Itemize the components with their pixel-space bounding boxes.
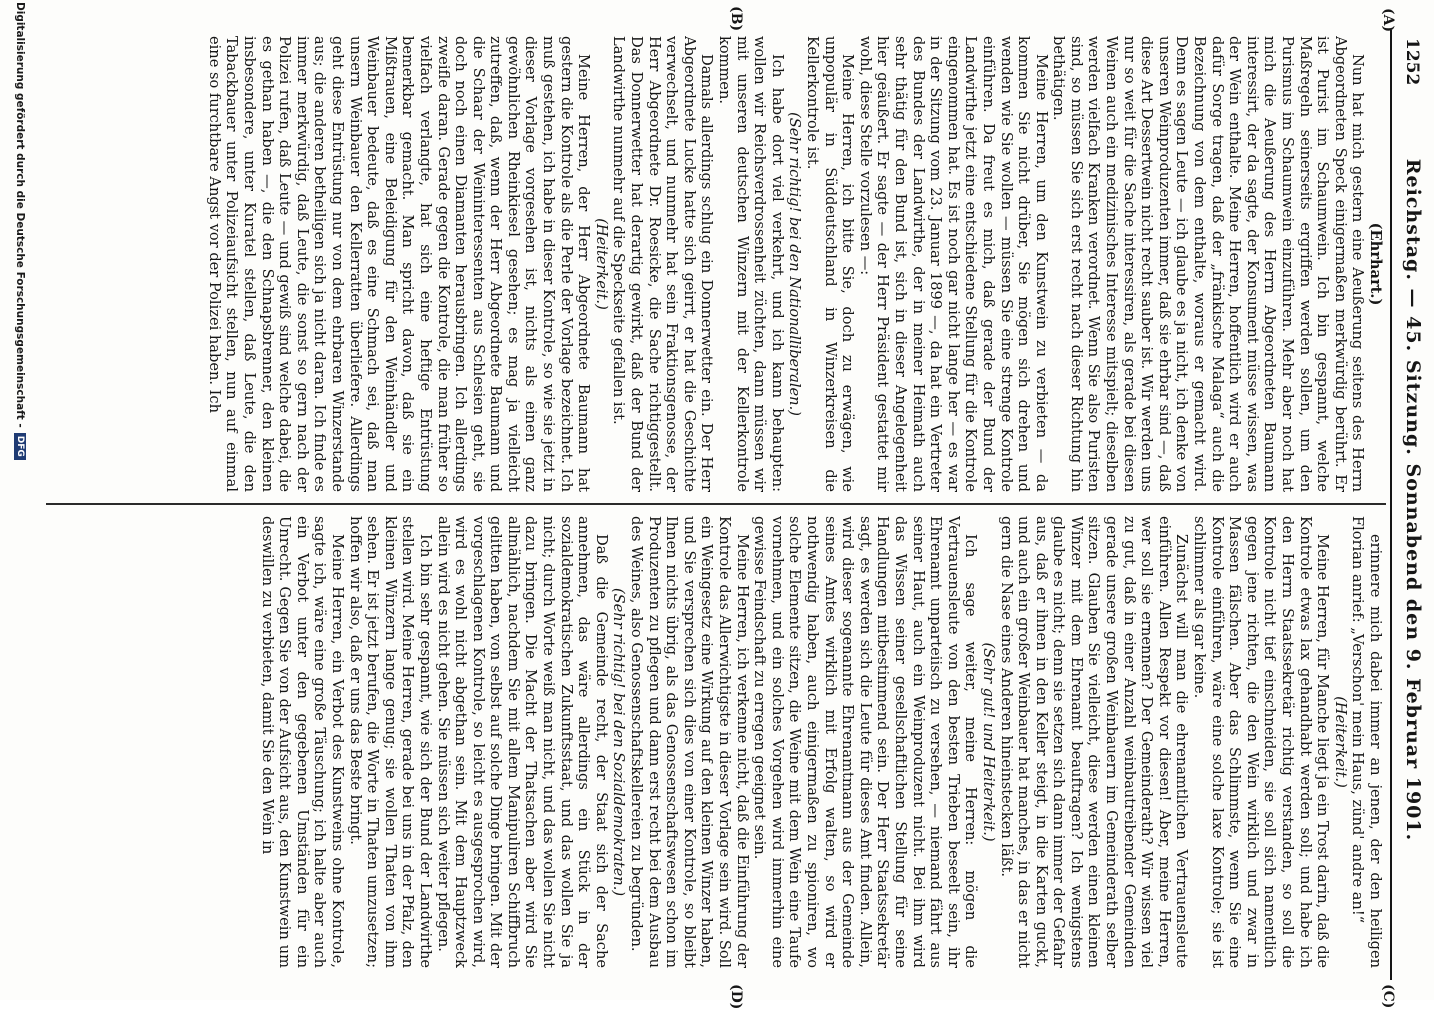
paragraph: Ich bin sehr gespannt, wie sich der Bund der Landwirthe stellen wird. Meine Herren, gerade bei uns in der Pfalz, den kleinen Winzern lange genug; sie wollen Thaten von ihm sehen. Er ist jetzt berufen, die Worte in Thaten umzusetzen; hoffen wir also, daß er uns das Beste bringt. — [346, 516, 434, 968]
paragraph: Ich sage weiter, meine Herren: mögen die Vertrauensleute von den besten Trieben beseelt sein, ihr Ehrenamt unparteiisch zu versehen, — niemand fährt aus seiner Haut, auch ein Weinproduzent nicht. Bei ihm wird das Wissen seiner gesellschaftlichen Stellung für seine Handlungen mitbestimmend sein. Der Herr Staatssekretär sagt, es werden sich die Leute für dieses Amt finden. Allein, wird dieser sogenannte Ehrenamtmann aus der Gemeinde seines Amtes wirklich mit Erfolg walten, so wird er nothwendig haben, auch einigermaßen zu spioniren, wo solche Elemente sitzen, die Weine mit dem Wein eine Taufe vornehmen, und ein solches Vorgehen wird immerhin eine gewisse Feindschaft zu erregen geeignet sein. — [751, 516, 980, 968]
paragraph: Meine Herren, ein Verbot des Kunstweins ohne Kontrole, sagte ich, wäre eine große Täuschung; ich halte aber auch ein Verbot unter den gegebenen Umständen für ein Unrecht. Gegen Sie von der Aufsicht aus, den Kunstwein um deswillen zu verbieten, damit Sie den Wein in — [258, 516, 346, 968]
interjection: (Sehr richtig! bei den Nationalliberalen.) — [786, 112, 804, 416]
interjection: (Heiterkeit.) — [1331, 696, 1349, 788]
column-divider — [46, 503, 1386, 505]
header-rule — [1390, 30, 1392, 980]
paragraph: Meine Herren, der Herr Abgeordnete Baumann hat gestern die Kontrole als die Perle der Vorlage bezeichnet. Ich muß gestehen, ich habe in dieser Kontrole, so wie sie jetzt in dieser Vorlage vorgesehen ist, nichts als einen ganz gewöhnlichen Rheinkiesel gesehen; es mag ja vielleicht zutreffen, daß, wenn der Herr Abgeordnete Baumann und die Schaar der Weininteressenten aus Schlesien geht, sie doch noch einen Diamanten herausbringen. Ich allerdings zweifle daran. Gerade gegen die Kontrole, die man früher so vielfach verlangte, hat sich eine heftige Entrüstung bemerkbar gemacht. Man spricht davon, daß sie ein Mißtrauen, eine Beleidigung für den Weinhändler und Weinbauer bedeute, daß es eine Schmach sei, daß man unsern Weinbauer den Kellerratten überliefere. Allerdings geht diese Entrüstung nur von dem ehrbaren Winzerstande aus; die anderen betheiligen sich ja nicht daran. Ich finde es immer merkwürdig, daß Leute, die sonst so gern nach der Polizei rufen, daß Leute — und gewiß sind welche dabei, die es gethan haben —, die den Schnapsbrenner, den kleinen insbesondere, unter Kuratel stellen, daß Leute, die den Tabackbauer unter Polizeiaufsicht stellen, nun auf einmal eine so furchtbare Angst vor der Polizei haben. Ich — [205, 36, 593, 492]
digitization-credit — [4, 2, 26, 998]
margin-mark-d: (D) — [728, 984, 744, 1009]
paragraph: Ich habe dort viel verkehrt, und ich kann behaupten: wollen wir Reichsverdrossenheit züchten, dann müssen wir mit unseren deutschen Winzern mit der Kellerkontrole kommen. — [716, 36, 786, 492]
interjection: (Sehr gut! und Heiterkeit.) — [979, 642, 997, 842]
paragraph: Zunächst will man die ehrenamtlichen Vertrauensleute einführen. Allen Respekt vor diesen! Aber, meine Herren, wer soll sie ernennen? Der Gemeinderath? Wir wissen viel zu gut, daß in einer Anzahl weinbautreibender Gemeinden gerade unsere großen Weinbauern im Gemeinderath selber sitzen. Glauben Sie vielleicht, diese werden einen kleinen Winzer mit dem Ehrenamt beauftragen? Ich wenigstens glaube es nicht; denn sie setzen sich dann immer der Gefahr aus, daß er ihnen in den Keller steigt, in die Karten guckt, und auch ein großer Weinbauer hat manches, in das er nicht gern die Nase eines Anderen hineinstecken läßt. — [997, 516, 1191, 968]
credit-text: Digitalisierung gefördert durch die Deutsche Forschungsgemeinschaft - — [14, 2, 26, 428]
speaker-name: (Ehrhart.) — [1367, 222, 1384, 306]
paragraph: Nun hat mich gestern eine Aeußerung seitens des Herrn Abgeordneten Speck einigermaßen merkwürdig berührt. Er ist Purist im Schaumwein. Ich bin gespannt, welche Maßregeln seinerseits ergriffen werden sollen, um den Purismus im Schaumwein einzuführen. Mehr aber noch hat mich die Aeußerung des Herrn Abgeordneten Baumann interessirt, der da sagte, der Konsument müsse wissen, was der Wein enthalte. Meine Herren, hoffentlich wird er auch dafür Sorge tragen, daß der „fränkische Malaga“ auch die Bezeichnung von dem enthalte, woraus er gemacht wird. Denn es sagen Leute — ich glaube es ja nicht, ich denke von unseren Weinproduzenten immer, daß sie ehrbar sind —, daß diese Art Dessertwein nicht recht sauber ist. Wir werden uns nur so weit für die Sache interessiren, als gerade bei diesen Weinen auch ein medizinisches Interesse mitspielt; dieselben werden vielfach Kranken verordnet. Wenn Sie also Puristen sind, so müssen Sie sich erst recht nach dieser Richtung hin bethätigen. — [1050, 36, 1367, 492]
paragraph: Meine Herren, ich verkenne nicht, daß die Einführung der Kontrole das Allerwichtigste in dieser Vorlage sein wird. Soll ein Weingesetz eine Wirkung auf den kleinen Winzer haben, und Sie versprechen sich dies von einer Kontrole, so bleibt Ihnen nichts übrig, als das Genossenschaftswesen schon im Produzenten zu pflegen und dann erst recht bei dem Ausbau des Weines, also Genossenschaftskellereien zu begründen. — [628, 516, 751, 968]
running-head: Reichstag. — 45. Sitzung. Sonnabend den 9. Februar 1901. — [1402, 158, 1424, 842]
paragraph: Meine Herren, um den Kunstwein zu verbieten — da kommen Sie nicht drüber, Sie mögen sich drehen und wenden wie Sie wollen — müssen Sie eine strenge Kontrole einführen. Da freut es mich, daß gerade der Bund der Landwirthe jetzt eine entschiedene Stellung für die Kontrole eingenommen hat. Es ist noch gar nicht lange her — es war in der Sitzung vom 23. Januar 1899 —, da hat ein Vertreter des Bundes der Landwirthe, der in meiner Heimath auch sehr thätig für den Bund ist, sich in dieser Angelegenheit hier geäußert. Er sagte — der Herr Präsident gestattet mir wohl, diese Stelle vorzulesen —: — [856, 36, 1050, 492]
margin-mark-a: (A) — [1380, 8, 1396, 33]
dfg-logo: DFG — [14, 433, 26, 460]
paragraph: erinnere mich dabei immer an jenen, der den heiligen Florian anrief: „Verschon' mein Haus, zünd' andre an!“ — [1349, 516, 1384, 968]
margin-mark-c: (C) — [1380, 984, 1396, 1009]
paragraph: Damals allerdings schlug ein Donnerwetter ein. Der Herr Abgeordnete Lucke hatte sich geirrt, er hat die Geschichte verwechselt, und nunmehr hat sein Fraktionsgenosse, der Herr Abgeordnete Dr. Roesicke, die Sache richtiggestellt. Das Donnerwetter hat derartig gewirkt, daß der Bund der Landwirthe nunmehr auf die Speckseite gefallen ist. — [610, 36, 716, 492]
interjection: (Sehr richtig! bei den Sozialdemokraten.) — [610, 587, 628, 897]
paragraph: Meine Herren, ich bitte Sie, doch zu erwägen, wie unpopulär in Süddeutschland in Winzerkreisen die Kellerkontrole ist. — [804, 36, 857, 492]
left-column — [48, 36, 1384, 492]
paragraph: Meine Herren, für Manche liegt ja ein Trost darin, daß die Kontrole etwas lax gehandhabt werden soll; und habe ich den Herrn Staatssekretär richtig verstanden, so soll die Kontrole nicht tief einschneiden, sie soll sich namentlich gegen jene richten, die den Wein wirklich und zwar in Massen fälschen. Aber das Schlimmste, wenn Sie eine Kontrole einführen, wäre eine solche laxe Kontrole; sie ist schlimmer als gar keine. — [1191, 516, 1332, 968]
interjection: (Heiterkeit.) — [592, 218, 610, 310]
paragraph: Daß die Gemeinde recht, der Staat sich der Sache annehmen, das wäre allerdings ein Stück in der sozialdemokratischen Zukunftsstaat, und das wollen Sie ja nicht; durch Worte weiß man nicht, und das wollen Sie nicht dazu bringen. Die Macht der Thatsachen aber wird Sie allmählich, nachdem Sie mit allem Manipuliren Schiffbruch gelitten haben, von selbst auf solche Dinge bringen. Mit der vorgeschlagenen Kontrole, so leicht es ausgesprochen wird, wird es wohl nicht abgethan sein. Mit dem Hauptzweck allein wird es nicht gehen. Sie müssen sich weiter pflegen. — [434, 516, 610, 968]
page-header — [1390, 0, 1434, 1000]
page-number: 1252 — [1402, 38, 1422, 86]
right-column — [48, 516, 1384, 968]
margin-mark-b: (B) — [728, 6, 744, 32]
